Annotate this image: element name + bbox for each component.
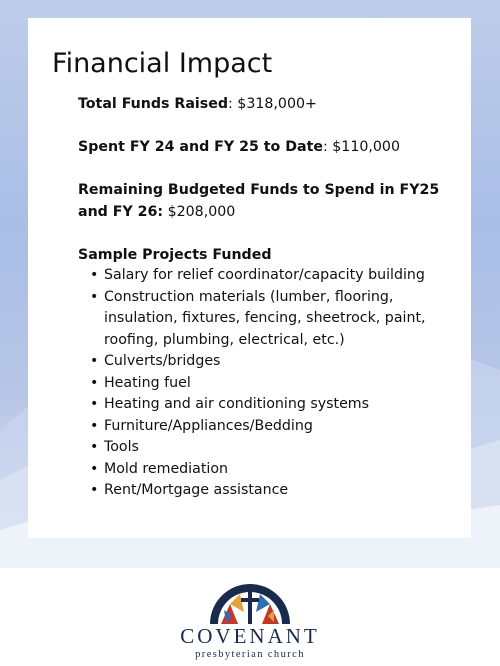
spent-value: : $110,000 <box>322 139 400 155</box>
rose-window-cross-icon <box>208 582 292 626</box>
total-funds-label: Total Funds Raised <box>78 96 229 112</box>
spent-label: Spent FY 24 and FY 25 to Date <box>78 139 323 155</box>
list-item: • Heating fuel <box>90 373 465 395</box>
content-card <box>28 18 471 538</box>
remaining-label: Remaining Budgeted Funds to Spend in FY25 and FY 26: <box>78 182 440 220</box>
page-title: Financial Impact <box>52 48 273 79</box>
spent-line <box>78 137 468 159</box>
list-item: • Culverts/bridges <box>90 351 465 373</box>
remaining-value: $208,000 <box>163 203 236 220</box>
list-item: • Salary for relief coordinator/capacity building <box>90 265 465 287</box>
list-item: • Heating and air conditioning systems <box>90 394 465 416</box>
list-item: • Mold remediation <box>90 459 465 481</box>
church-tagline: presbyterian church <box>195 649 305 660</box>
church-name: COVENANT <box>180 624 320 648</box>
total-funds-line <box>78 94 468 116</box>
list-item: • Rent/Mortgage assistance <box>90 480 465 502</box>
list-item: • Tools <box>90 437 465 459</box>
projects-list <box>90 265 465 502</box>
list-item: • Construction materials (lumber, flooring, insulation, fixtures, fencing, sheetrock, paint, roofing, plumbing, electrical, etc.) <box>90 287 465 352</box>
remaining-line <box>78 180 468 223</box>
footer <box>0 568 500 666</box>
projects-heading: Sample Projects Funded <box>78 247 272 263</box>
total-funds-value: : $318,000+ <box>228 96 317 112</box>
list-item: • Furniture/Appliances/Bedding <box>90 416 465 438</box>
